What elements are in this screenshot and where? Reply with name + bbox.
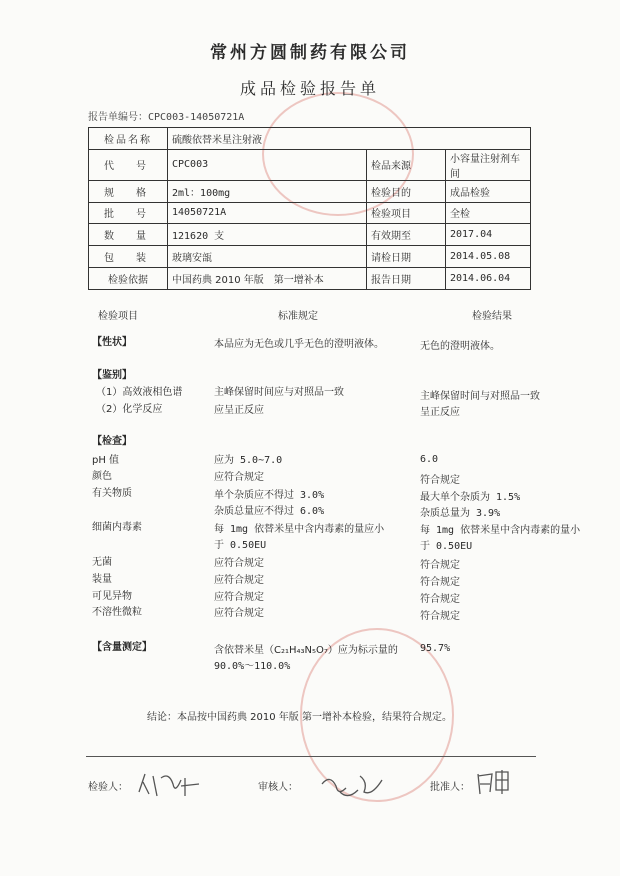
row-label: 数 量 (89, 224, 168, 246)
column-header-standard: 标准规定 (278, 311, 318, 322)
result-text: 符合规定 (420, 594, 460, 605)
row-label-right: 检品来源 (367, 149, 446, 180)
result-text: 符合规定 (420, 475, 460, 486)
item-text: （1）高效液相色谱 (96, 387, 183, 398)
row-label: 包 装 (89, 246, 168, 268)
table-row (89, 267, 531, 289)
row-value-right: 2017.04 (446, 224, 531, 246)
product-label: 检品名称 (89, 128, 168, 150)
inspector-signature (135, 768, 205, 800)
reviewer-signature (318, 770, 388, 800)
result-text: 符合规定 (420, 611, 460, 622)
report-number-value: CPC003-14050721A (148, 112, 245, 123)
row-label-right: 报告日期 (367, 267, 446, 289)
row-value: 121620 支 (168, 224, 367, 246)
item-text: 不溶性微粒 (92, 607, 142, 618)
item-text: 装量 (92, 574, 112, 585)
standard-text: 于 0.50EU (214, 540, 267, 551)
section-title-jianbie: 【鉴别】 (92, 370, 132, 381)
standard-text: 本品应为无色或几乎无色的澄明液体。 (214, 339, 384, 350)
result-text: 符合规定 (420, 560, 460, 571)
table-row (89, 202, 531, 224)
table-row (89, 224, 531, 246)
standard-text: 应为 5.0~7.0 (214, 455, 283, 466)
result-text: 杂质总量为 3.9% (420, 508, 501, 519)
table-row (89, 180, 531, 202)
row-value: 中国药典 2010 年版 第一增补本 (168, 267, 367, 289)
result-text: 呈正反应 (420, 407, 460, 418)
result-text: 最大单个杂质为 1.5% (420, 492, 521, 503)
item-text: 颜色 (92, 471, 112, 482)
table-row (89, 149, 531, 180)
standard-text: 主峰保留时间应与对照品一致 (214, 387, 344, 398)
result-text: 于 0.50EU (420, 541, 473, 552)
item-text: 无菌 (92, 557, 112, 568)
row-value-right: 成品检验 (446, 180, 531, 202)
conclusion: 结论：本品按中国药典 2010 年版 第一增补本检验，结果符合规定。 (147, 712, 452, 723)
item-text: 有关物质 (92, 488, 132, 499)
row-label: 规 格 (89, 180, 168, 202)
result-text: 主峰保留时间与对照品一致 (420, 391, 540, 402)
result-text: 6.0 (420, 454, 439, 465)
standard-text: 90.0%～110.0% (214, 661, 291, 672)
row-value: 玻璃安瓿 (168, 246, 367, 268)
company-name: 常州方圆制药有限公司 (210, 43, 410, 63)
row-label: 批 号 (89, 202, 168, 224)
result-text: 无色的澄明液体。 (420, 341, 500, 352)
row-label: 代 号 (89, 149, 168, 180)
report-number-label: 报告单编号： (88, 112, 148, 123)
inspector-label: 检验人： (88, 782, 128, 793)
standard-text: 应呈正反应 (214, 405, 264, 416)
document-title: 成品检验报告单 (239, 79, 380, 98)
product-value: 硫酸依替米星注射液 (168, 128, 531, 150)
reviewer-label: 审核人： (258, 782, 298, 793)
standard-text: 应符合规定 (214, 575, 264, 586)
table-row (89, 128, 531, 150)
standard-text: 含依替米星（C₂₁H₄₃N₅O₇）应为标示量的 (214, 645, 398, 656)
section-title-xingzhuang: 【性状】 (92, 337, 132, 348)
item-text: 可见异物 (92, 591, 132, 602)
row-value-right: 2014.05.08 (446, 246, 531, 268)
approver-label: 批准人： (430, 782, 470, 793)
standard-text: 应符合规定 (214, 592, 264, 603)
row-label-right: 有效期至 (367, 224, 446, 246)
item-text: （2）化学反应 (96, 404, 163, 415)
result-text: 95.7% (420, 643, 451, 654)
row-value-right: 2014.06.04 (446, 267, 531, 289)
row-value-right: 全检 (446, 202, 531, 224)
divider (86, 756, 536, 757)
header-table (88, 127, 531, 290)
standard-text: 应符合规定 (214, 608, 264, 619)
row-label-right: 检验项目 (367, 202, 446, 224)
row-value-right: 小容量注射剂车间 (446, 149, 531, 180)
item-text: 细菌内毒素 (92, 522, 142, 533)
standard-text: 应符合规定 (214, 558, 264, 569)
row-value: CPC003 (168, 149, 367, 180)
report-number (88, 108, 244, 123)
section-title-hanliang: 【含量测定】 (92, 642, 152, 653)
row-label-right: 检验目的 (367, 180, 446, 202)
standard-text: 单个杂质应不得过 3.0% (214, 490, 325, 501)
standard-text: 每 1mg 依替米星中含内毒素的量应小 (214, 524, 385, 535)
section-title-jiancha: 【检查】 (92, 436, 132, 447)
row-label-right: 请检日期 (367, 246, 446, 268)
standard-text: 杂质总量应不得过 6.0% (214, 506, 325, 517)
row-label: 检验依据 (89, 267, 168, 289)
standard-text: 应符合规定 (214, 472, 264, 483)
approver-signature (474, 766, 514, 798)
column-header-result: 检验结果 (472, 311, 512, 322)
row-value: 2ml：100mg (168, 180, 367, 202)
item-text: pH 值 (92, 455, 120, 466)
result-text: 符合规定 (420, 577, 460, 588)
column-header-item: 检验项目 (98, 311, 138, 322)
row-value: 14050721A (168, 202, 367, 224)
result-text: 每 1mg 依替米星中含内毒素的量小 (420, 525, 581, 536)
table-row (89, 246, 531, 268)
